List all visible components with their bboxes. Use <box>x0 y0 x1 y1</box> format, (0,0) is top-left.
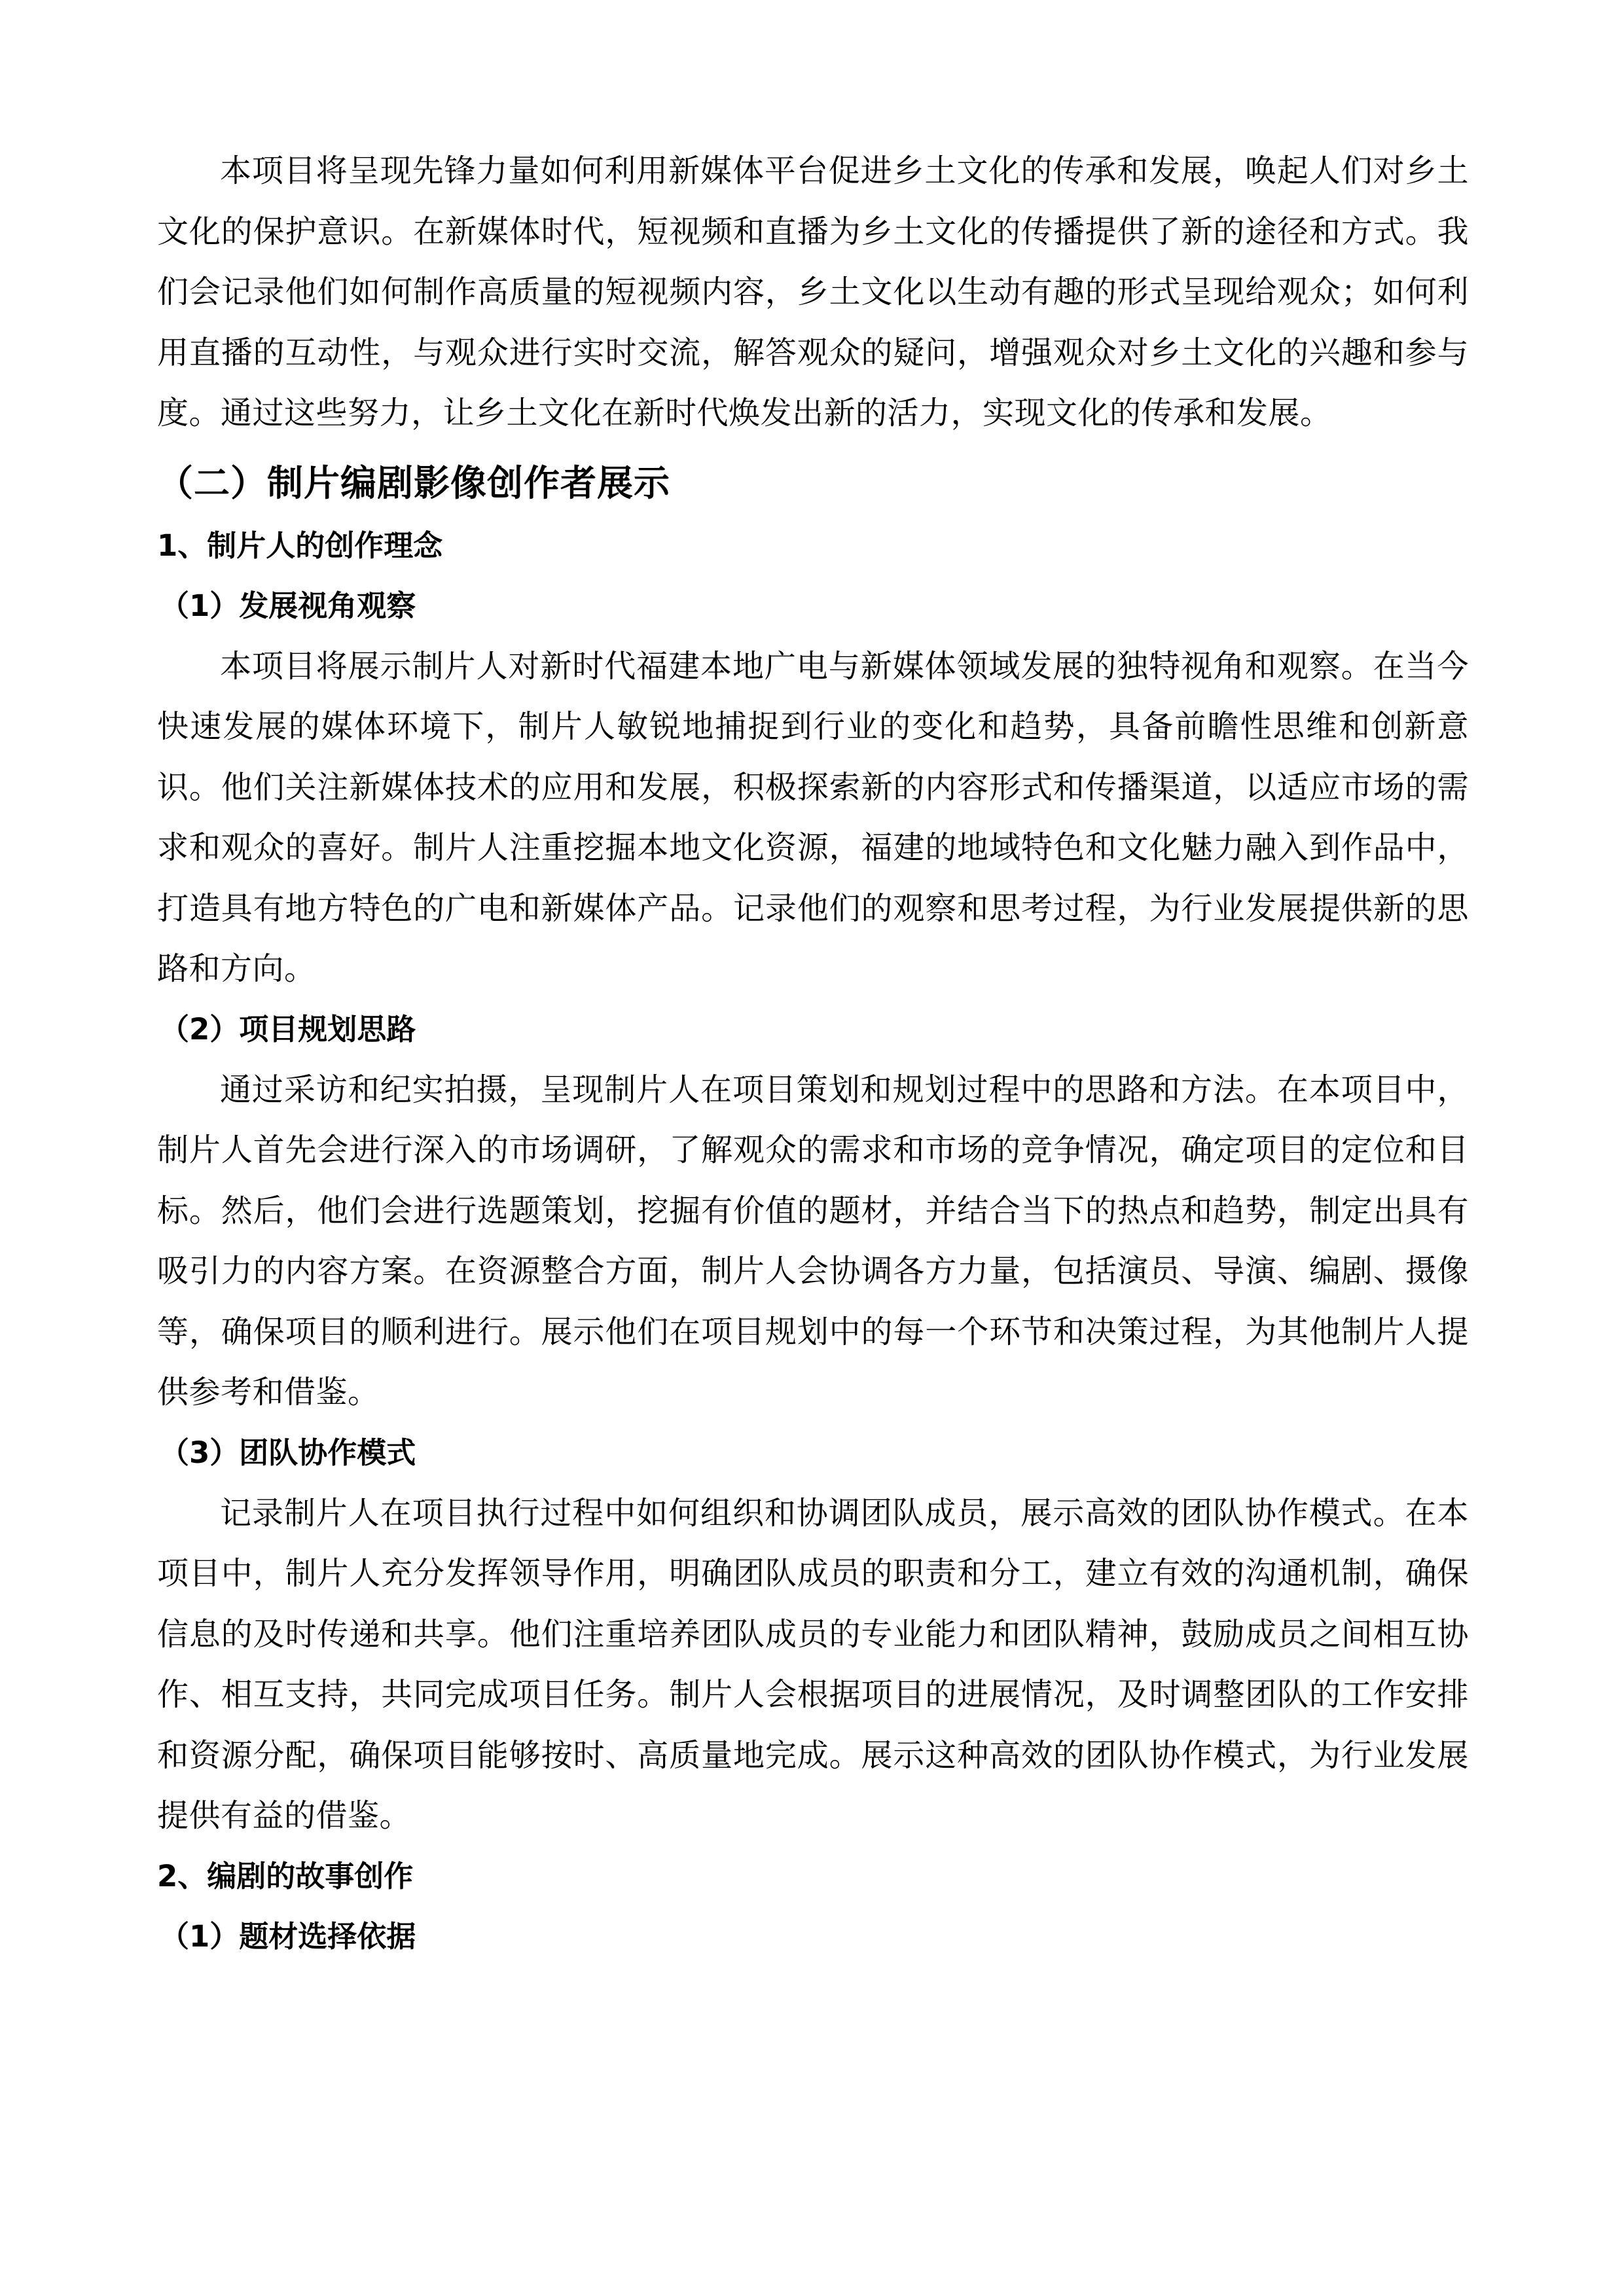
intro-paragraph: 本项目将呈现先锋力量如何利用新媒体平台促进乡土文化的传承和发展，唤起人们对乡土文化的保护意识。在新媒体时代，短视频和直播为乡土文化的传播提供了新的途径和方式。我们会记录他们如何制作高质量的短视频内容，乡土文化以生动有趣的形式呈现给观众；如何利用直播的互动性，与观众进行实时交流，解答观众的疑问，增强观众对乡土文化的兴趣和参与度。通过这些努力，让乡土文化在新时代焕发出新的活力，实现文化的传承和发展。 <box>157 152 1469 431</box>
paragraph-teamwork: 记录制片人在项目执行过程中如何组织和协调团队成员，展示高效的团队协作模式。在本项目中，制片人充分发挥领导作用，明确团队成员的职责和分工，建立有效的沟通机制，确保信息的及时传递和共享。他们注重培养团队成员的专业能力和团队精神，鼓励成员之间相互协作、相互支持，共同完成项目任务。制片人会根据项目的进展情况，及时调整团队的工作安排和资源分配，确保项目能够按时、高质量地完成。展示这种高效的团队协作模式，为行业发展提供有益的借鉴。 <box>157 1494 1469 1834</box>
item-heading-perspective: （1）发展视角观察 <box>160 588 416 623</box>
paragraph-planning: 通过采访和纪实拍摄，呈现制片人在项目策划和规划过程中的思路和方法。在本项目中，制片人首先会进行深入的市场调研，了解观众的需求和市场的竞争情况，确定项目的定位和目标。然后，他们会进行选题策划，挖掘有价值的题材，并结合当下的热点和趋势，制定出具有吸引力的内容方案。在资源整合方面，制片人会协调各方力量，包括演员、导演、编剧、摄像等，确保项目的顺利进行。展示他们在项目规划中的每一个环节和决策过程，为其他制片人提供参考和借鉴。 <box>157 1071 1469 1410</box>
document-page <box>157 141 1469 1967</box>
subsection-heading-screenwriter: 2、编剧的故事创作 <box>157 1858 414 1893</box>
section-heading: （二）制片编剧影像创作者展示 <box>157 461 671 504</box>
paragraph-perspective: 本项目将展示制片人对新时代福建本地广电与新媒体领域发展的独特视角和观察。在当今快速发展的媒体环境下，制片人敏锐地捕捉到行业的变化和趋势，具备前瞻性思维和创新意识。他们关注新媒体技术的应用和发展，积极探索新的内容形式和传播渠道，以适应市场的需求和观众的喜好。制片人注重挖掘本地文化资源，福建的地域特色和文化魅力融入到作品中，打造具有地方特色的广电和新媒体产品。记录他们的观察和思考过程，为行业发展提供新的思路和方向。 <box>157 647 1469 987</box>
item-heading-topic-selection: （1）题材选择依据 <box>160 1918 416 1954</box>
subsection-heading-producer: 1、制片人的创作理念 <box>157 528 443 563</box>
item-heading-teamwork: （3）团队协作模式 <box>160 1435 416 1470</box>
item-heading-planning: （2）项目规划思路 <box>160 1011 416 1047</box>
